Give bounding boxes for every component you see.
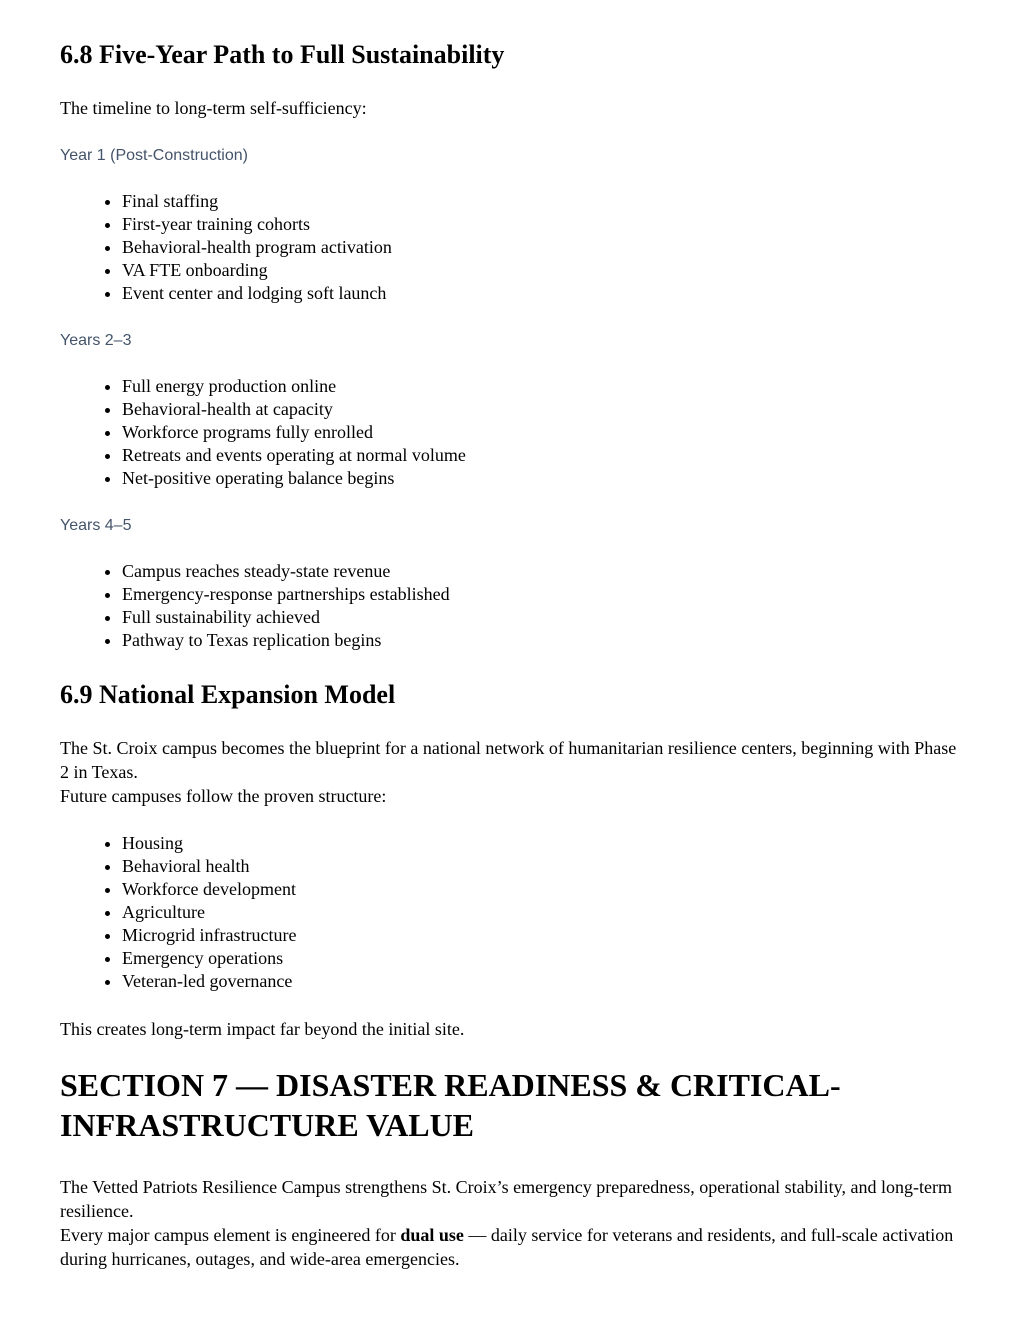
list-item: • Workforce programs fully enrolled bbox=[122, 421, 960, 444]
resilience-sentence: The Vetted Patriots Resilience Campus strengthens St. Croix’s emergency preparedness, operational stability, and long-term resilience. bbox=[60, 1177, 952, 1221]
list-item: • Emergency operations bbox=[122, 947, 960, 970]
timeline-intro-paragraph: The timeline to long-term self-sufficiency: bbox=[60, 98, 367, 118]
list-item: • Full energy production online bbox=[122, 375, 960, 398]
list-item: • Behavioral health bbox=[122, 855, 960, 878]
list-item: • Pathway to Texas replication begins bbox=[122, 629, 960, 652]
heading-section-7: SECTION 7 — DISASTER READINESS & CRITICAL-INFRASTRUCTURE VALUE bbox=[60, 1067, 841, 1143]
dual-use-bold-text: dual use bbox=[400, 1225, 464, 1245]
heading-6-8: 6.8 Five-Year Path to Full Sustainability bbox=[60, 40, 505, 69]
list-item: • Behavioral-health at capacity bbox=[122, 398, 960, 421]
subheading-years-4-5: Years 4–5 bbox=[60, 517, 132, 534]
year-1-list bbox=[60, 190, 960, 305]
list-item: • Agriculture bbox=[122, 901, 960, 924]
list-item: • Behavioral-health program activation bbox=[122, 236, 960, 259]
list-item: • Full sustainability achieved bbox=[122, 606, 960, 629]
list-item: • Event center and lodging soft launch bbox=[122, 282, 960, 305]
list-item: • Microgrid infrastructure bbox=[122, 924, 960, 947]
years-4-5-list bbox=[60, 560, 960, 652]
dual-use-text-before: Every major campus element is engineered for bbox=[60, 1225, 401, 1245]
long-term-impact-paragraph: This creates long-term impact far beyond the initial site. bbox=[60, 1019, 465, 1039]
campus-structure-list bbox=[60, 832, 960, 993]
disaster-readiness-paragraph bbox=[60, 1175, 960, 1271]
dual-use-text-after: — daily service for veterans and residents, and full-scale activation during hurricanes, outages, and wide-area emergencies. bbox=[60, 1225, 954, 1269]
future-campuses-sentence: Future campuses follow the proven structure: bbox=[60, 786, 387, 806]
list-item: • Final staffing bbox=[122, 190, 960, 213]
years-2-3-list bbox=[60, 375, 960, 490]
dual-use-sentence bbox=[60, 1223, 960, 1271]
subheading-years-2-3: Years 2–3 bbox=[60, 332, 132, 349]
blueprint-sentence: The St. Croix campus becomes the blueprint for a national network of humanitarian resilience centers, beginning with Phase 2 in Texas. bbox=[60, 738, 957, 782]
list-item: • Housing bbox=[122, 832, 960, 855]
heading-6-9: 6.9 National Expansion Model bbox=[60, 680, 396, 709]
list-item: • Net-positive operating balance begins bbox=[122, 467, 960, 490]
subheading-year-1: Year 1 (Post-Construction) bbox=[60, 147, 248, 164]
list-item: • Workforce development bbox=[122, 878, 960, 901]
list-item: • Veteran-led governance bbox=[122, 970, 960, 993]
list-item: • VA FTE onboarding bbox=[122, 259, 960, 282]
expansion-paragraph bbox=[60, 736, 960, 808]
list-item: • Emergency-response partnerships established bbox=[122, 583, 960, 606]
list-item: • Campus reaches steady-state revenue bbox=[122, 560, 960, 583]
list-item: • Retreats and events operating at normal volume bbox=[122, 444, 960, 467]
list-item: • First-year training cohorts bbox=[122, 213, 960, 236]
